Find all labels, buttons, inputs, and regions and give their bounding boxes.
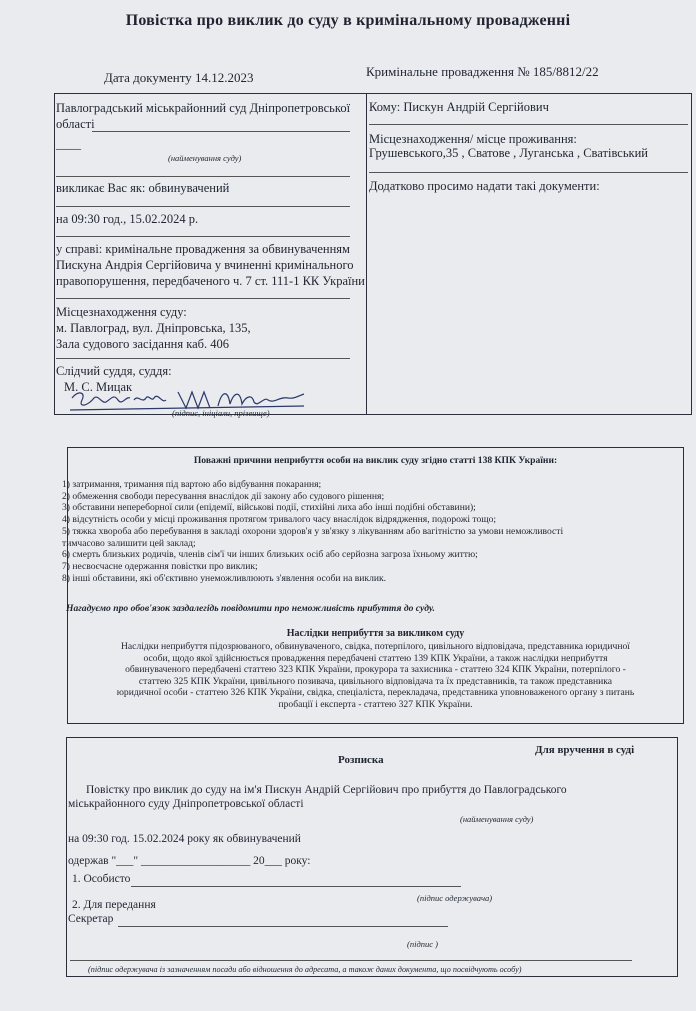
divider (56, 236, 350, 237)
court-name-line2: області (56, 117, 95, 131)
secretary-sign-caption: (підпис ) (407, 939, 438, 949)
secretary-label: Секретар (68, 913, 114, 925)
case-desc-line1: у справі: кримінальне провадження за обвинуваченням (56, 242, 350, 256)
divider (56, 206, 350, 207)
receipt-time: на 09:30 год. 15.02.2024 року як обвинувачений (68, 833, 301, 845)
case-number: Кримінальне провадження № 185/8812/22 (366, 64, 599, 79)
consequences-line: юридичної особи - статтею 326 КПК України, свідка, спеціаліста, перекладача, представника уповноваженого органу з питань (116, 687, 635, 698)
consequences-line: особи, щодо якої здійснюється провадження передбачені статтею 139 КПК України, а також наслідки неприбуття (143, 652, 608, 664)
reason-item: 2) обмеження свободи пересування внаслідок дії закону або судового рішення; (62, 490, 385, 502)
reason-item: 4) відсутність особи у місці проживання протягом тривалого часу внаслідок відрядження, подорожі тощо; (62, 514, 497, 526)
case-desc-line3: правопорушення, передбаченого ч. 7 ст. 111-1 КК України (56, 274, 365, 288)
receipt-line2: міськрайонного суду Дніпропетровської області (68, 798, 304, 810)
recipient-sign-caption: (підпис одержувача) (417, 893, 493, 903)
judge-name: М. С. Мицак (64, 380, 133, 394)
reason-item: 8) інші обставини, які об'єктивно унеможливлюють з'явлення особи на виклик. (62, 572, 387, 584)
reason-item: 6) смерть близьких родичів, членів сім'ї чи інших близьких осіб або серйозна загроза їхньому життю; (62, 549, 478, 561)
transfer-label: 2. Для передання (72, 899, 156, 911)
court-location-label: Місцезнаходження суду: (56, 305, 187, 319)
receipt-court-caption: (найменування суду) (460, 814, 534, 824)
court-use-label: Для вручення в суді (535, 744, 635, 756)
residence-label: Місцезнаходження/ місце проживання: (369, 132, 577, 146)
reasons-list (62, 479, 563, 584)
divider (369, 172, 688, 173)
court-hall: Зала судового засідання каб. 406 (56, 337, 230, 351)
page-title: Повістка про виклик до суду в кримінальному провадженні (125, 12, 571, 29)
reason-item: 7) несвоєчасне одержання повістки про виклик; (62, 560, 258, 572)
signature-caption: (підпис, ініціали, прізвище) (172, 408, 270, 418)
receipt-title: Розписка (338, 754, 384, 766)
recipient-name: Кому: Пискун Андрій Сергійович (369, 100, 549, 114)
divider (56, 176, 350, 177)
case-desc-line2: Пискуна Андрія Сергійовича у вчиненні кримінального (56, 258, 354, 272)
divider (56, 358, 350, 359)
signature-line (131, 886, 461, 887)
receipt-line1: Повістку про виклик до суду на ім'я Пискун Андрій Сергійович про прибуття до Павлоградського (86, 784, 567, 796)
summons-role: викликає Вас як: обвинувачений (56, 181, 230, 195)
consequences-title: Наслідки неприбуття за викликом суду (286, 628, 465, 639)
hearing-datetime: на 09:30 год., 15.02.2024 р. (56, 212, 199, 226)
column-divider (366, 93, 367, 415)
reason-item: 3) обставини непереборної сили (епідемії, військові події, стихійні лиха або інші подібні обставини); (62, 502, 476, 514)
consequences-line: обвинуваченого передбачені статтею 323 КПК України, прокурора та захисника - статтею 324 КПК України, потерпілого - (125, 664, 626, 675)
notice-warning: Нагадуємо про обов'язок заздалегідь повідомити про неможливість прибуття до суду. (66, 603, 435, 614)
divider (56, 298, 350, 299)
consequences-line: Наслідки неприбуття підозрюваного, обвинуваченого, свідка, потерпілого, цивільного відповідача, представника юридичної (121, 641, 630, 652)
signature-line (118, 926, 448, 927)
receipt-footer: (підпис одержувача із зазначенням посади або відношення до адресата, а також даних документа, що посвідчують особу) (88, 965, 522, 974)
judge-label: Слідчий суддя, суддя: (56, 364, 172, 378)
court-caption: (найменування суду) (168, 153, 242, 163)
personal-label: 1. Особисто (72, 873, 131, 885)
court-address: м. Павлоград, вул. Дніпровська, 135, (56, 321, 251, 335)
reasons-title: Поважні причини неприбуття особи на виклик суду згідно статті 138 КПК України: (193, 455, 558, 466)
divider (369, 124, 688, 125)
court-name-line1: Павлоградський міськрайонний суд Дніпропетровської (56, 101, 351, 115)
document-date: Дата документу 14.12.2023 (104, 70, 254, 85)
signature-line (70, 960, 632, 961)
court-name-line3: ____ (56, 137, 81, 151)
consequences-text (67, 641, 684, 710)
residence-value: Грушевського,35 , Сватове , Луганська , Сватівський (369, 146, 648, 160)
reason-item: 1) затримання, тримання під вартою або відбування покарання; (62, 479, 322, 490)
consequences-line: пробації і експерта - статтею 327 КПК України. (278, 698, 473, 710)
reason-item: тимчасово залишити цей заклад; (62, 537, 196, 549)
documents-request: Додатково просимо надати такі документи: (369, 179, 600, 193)
court-underline (92, 131, 350, 132)
received-date: одержав "___" ___________________ 20___ року: (68, 855, 311, 867)
consequences-line: статтею 325 КПК України, цивільного позивача, цивільного відповідача та їх представників, та також представника (138, 675, 613, 687)
reason-item: 5) тяжка хвороба або перебування в закладі охорони здоров'я у зв'язку з лікуванням або вагітністю за умови неможливості (62, 525, 564, 537)
